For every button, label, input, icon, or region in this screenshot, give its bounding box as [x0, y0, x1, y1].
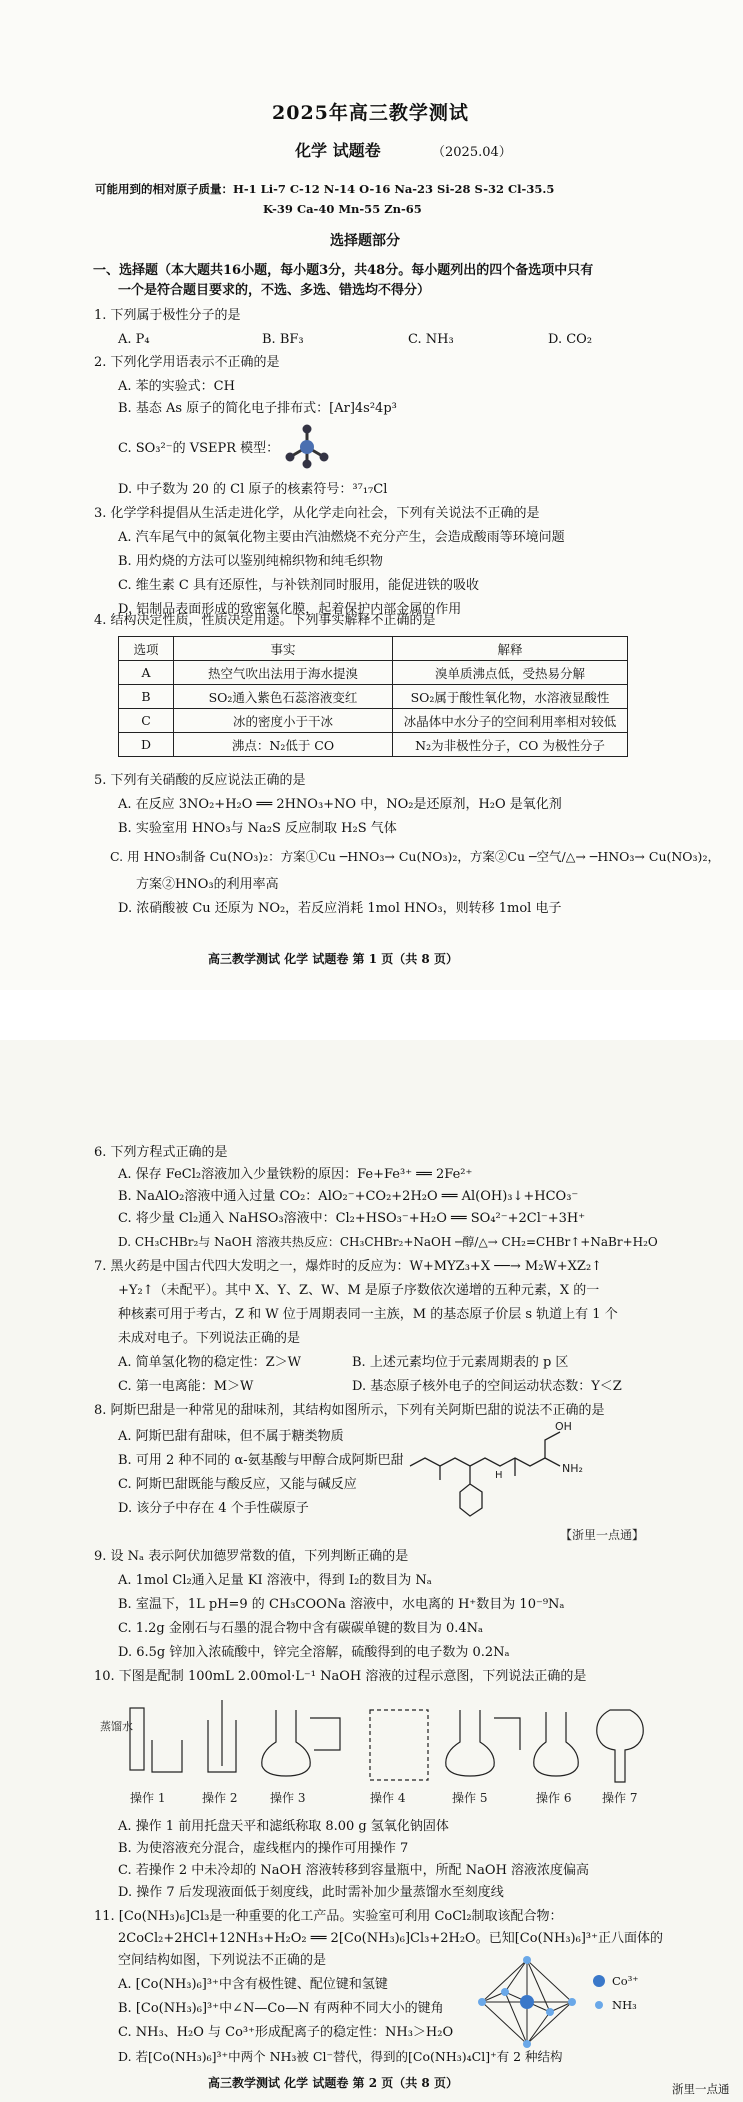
table-cell: 溴单质沸点低，受热易分解	[393, 661, 628, 685]
q3-option-b: B. 用灼烧的方法可以鉴别纯棉织物和纯毛织物	[118, 554, 383, 569]
q8-option-c: C. 阿斯巴甜既能与酸反应，又能与碱反应	[118, 1477, 357, 1492]
question-1: 1. 下列属于极性分子的是	[94, 308, 241, 323]
diagram-op-5: 操作 5	[452, 1791, 488, 1805]
section-title: 选择题部分	[330, 233, 400, 249]
table-cell: N₂为非极性分子，CO 为极性分子	[393, 733, 628, 757]
page-gap	[0, 990, 743, 1040]
table-header-row	[119, 637, 628, 661]
q2-option-c: C. SO₃²⁻的 VSEPR 模型：	[118, 441, 280, 456]
table-row	[119, 709, 628, 733]
question-10: 10. 下图是配制 100mL 2.00mol·L⁻¹ NaOH 溶液的过程示意图，下列说法正确的是	[94, 1669, 587, 1684]
q4-table	[118, 636, 628, 757]
q11-option-c: C. NH₃、H₂O 与 Co³⁺形成配离子的稳定性：NH₃＞H₂O	[118, 2025, 454, 2040]
diagram-op-6: 操作 6	[536, 1791, 572, 1805]
table-cell: 冰晶体中水分子的空间利用率相对较低	[393, 709, 628, 733]
legend-co-label: Co³⁺	[612, 1974, 639, 1988]
q7-option-d: D. 基态原子核外电子的空间运动状态数：Y＜Z	[352, 1379, 622, 1394]
corner-watermark: 浙里一点通	[672, 2082, 730, 2096]
q7-option-b: B. 上述元素均位于元素周期表的 p 区	[352, 1355, 569, 1370]
part1-header-2: 一个是符合题目要求的，不选、多选、错选均不得分）	[118, 283, 431, 298]
question-7-line-2: +Y₂↑（未配平）。其中 X、Y、Z、W、M 是原子序数依次递增的五种元素，X 的一	[118, 1283, 600, 1298]
q6-option-b: B. NaAlO₂溶液中通入过量 CO₂：AlO₂⁻+CO₂+2H₂O ══ Al(OH)₃↓+HCO₃⁻	[118, 1189, 579, 1204]
q10-option-a: A. 操作 1 前用托盘天平和滤纸称取 8.00 g 氢氧化钠固体	[118, 1819, 449, 1834]
q3-option-a: A. 汽车尾气中的氮氧化物主要由汽油燃烧不充分产生，会造成酸雨等环境问题	[118, 530, 565, 545]
question-4: 4. 结构决定性质，性质决定用途。下列事实解释不正确的是	[94, 613, 436, 628]
table-header-cell: 选项	[119, 637, 174, 661]
q8-option-b: B. 可用 2 种不同的 α-氨基酸与甲醇合成阿斯巴甜	[118, 1453, 404, 1468]
exam-date: （2025.04）	[432, 145, 512, 160]
question-7-line-1: 7. 黑火药是中国古代四大发明之一，爆炸时的反应为：W+MYZ₃+X ──→ M₂W+XZ₂↑	[94, 1259, 603, 1274]
diagram-op-4: 操作 4	[370, 1791, 406, 1805]
q2-option-a: A. 苯的实验式：CH	[118, 379, 235, 394]
solution-preparation-diagram	[100, 1690, 660, 1812]
question-11-line-3: 空间结构如图，下列说法不正确的是	[118, 1953, 327, 1968]
table-row	[119, 661, 628, 685]
diagram-op-1: 操作 1	[130, 1791, 166, 1805]
vsepr-model-icon	[282, 424, 332, 470]
q5-option-c: C. 用 HNO₃制备 Cu(NO₃)₂：方案①Cu ─HNO₃→ Cu(NO₃)₂，方案②Cu ─空气/△→ ─HNO₃→ Cu(NO₃)₂，	[110, 849, 720, 864]
atomic-masses-line-2: K-39 Ca-40 Mn-55 Zn-65	[263, 202, 422, 216]
q6-option-d: D. CH₃CHBr₂与 NaOH 溶液共热反应：CH₃CHBr₂+NaOH ─醇/△→ CH₂=CHBr↑+NaBr+H₂O	[118, 1235, 658, 1249]
q2-option-d: D. 中子数为 20 的 Cl 原子的核素符号：³⁷₁₇Cl	[118, 482, 388, 497]
exam-subtitle: 化学 试题卷	[295, 141, 381, 160]
table-cell: D	[119, 733, 174, 757]
octahedron-structure-icon	[470, 1952, 585, 2052]
q10-option-c: C. 若操作 2 中未冷却的 NaOH 溶液转移到容量瓶中，所配 NaOH 溶液浓度偏高	[118, 1863, 590, 1878]
q10-option-d: D. 操作 7 后发现液面低于刻度线，此时需补加少量蒸馏水至刻度线	[118, 1885, 504, 1900]
q8-option-a: A. 阿斯巴甜有甜味，但不属于糖类物质	[118, 1429, 344, 1444]
question-5: 5. 下列有关硝酸的反应说法正确的是	[94, 773, 306, 788]
table-cell: A	[119, 661, 174, 685]
legend-nh3-label: NH₃	[612, 1998, 637, 2012]
table-cell: 沸点：N₂低于 CO	[174, 733, 393, 757]
table-cell: 冰的密度小于干冰	[174, 709, 393, 733]
q11-option-b: B. [Co(NH₃)₆]³⁺中∠N—Co—N 有两种不同大小的键角	[118, 2001, 444, 2016]
table-cell: 热空气吹出法用于海水提溴	[174, 661, 393, 685]
q1-option-a: A. P₄	[118, 332, 150, 347]
exam-page-2	[0, 1040, 743, 2102]
q9-option-d: D. 6.5g 锌加入浓硫酸中，锌完全溶解，硫酸得到的电子数为 0.2Nₐ	[118, 1645, 510, 1660]
question-3: 3. 化学学科提倡从生活走进化学，从化学走向社会，下列有关说法不正确的是	[94, 506, 540, 521]
diagram-op-2: 操作 2	[202, 1791, 238, 1805]
q7-option-c: C. 第一电离能：M＞W	[118, 1379, 254, 1394]
nh3-legend-icon	[594, 2000, 604, 2010]
q9-option-c: C. 1.2g 金刚石与石墨的混合物中含有碳碳单键的数目为 0.4Nₐ	[118, 1621, 484, 1636]
table-header-cell: 解释	[393, 637, 628, 661]
question-8: 8. 阿斯巴甜是一种常见的甜味剂，其结构如图所示，下列有关阿斯巴甜的说法不正确的是	[94, 1403, 605, 1418]
table-cell: SO₂属于酸性氧化物，水溶液显酸性	[393, 685, 628, 709]
q6-option-a: A. 保存 FeCl₂溶液加入少量铁粉的原因：Fe+Fe³⁺ ══ 2Fe²⁺	[118, 1167, 473, 1182]
q5-option-d: D. 浓硝酸被 Cu 还原为 NO₂，若反应消耗 1mol HNO₃，则转移 1mol 电子	[118, 901, 562, 916]
diagram-water-label: 蒸馏水	[100, 1720, 133, 1733]
watermark-stamp: 【浙里一点通】	[560, 1528, 645, 1542]
diagram-op-7: 操作 7	[602, 1791, 638, 1805]
q5-option-b: B. 实验室用 HNO₃与 Na₂S 反应制取 H₂S 气体	[118, 821, 397, 836]
table-row	[119, 733, 628, 757]
q1-option-d: D. CO₂	[548, 332, 593, 347]
q9-option-b: B. 室温下，1L pH=9 的 CH₃COONa 溶液中，水电离的 H⁺数目为 10⁻⁹Nₐ	[118, 1597, 565, 1612]
q11-option-d: D. 若[Co(NH₃)₆]³⁺中两个 NH₃被 Cl⁻替代，得到的[Co(NH₃)₄Cl]⁺有 2 种结构	[118, 2049, 563, 2064]
question-7-line-3: 种核素可用于考古，Z 和 W 位于周期表同一主族，M 的基态原子价层 s 轨道上有 1 个	[118, 1307, 618, 1322]
aspartame-oh-label: OH	[555, 1420, 572, 1433]
page-footer-2: 高三教学测试 化学 试题卷 第 2 页（共 8 页）	[208, 2076, 458, 2090]
q3-option-d: D. 铝制品表面形成的致密氧化膜，起着保护内部金属的作用	[118, 602, 462, 617]
q5-option-a: A. 在反应 3NO₂+H₂O ══ 2HNO₃+NO 中，NO₂是还原剂，H₂O 是氧化剂	[118, 797, 562, 812]
table-row	[119, 685, 628, 709]
question-7-line-4: 未成对电子。下列说法正确的是	[118, 1331, 301, 1346]
question-11-line-2: 2CoCl₂+2HCl+12NH₃+H₂O₂ ══ 2[Co(NH₃)₆]Cl₃+2H₂O。已知[Co(NH₃)₆]³⁺正八面体的	[118, 1931, 663, 1946]
q1-option-c: C. NH₃	[408, 332, 454, 347]
q11-option-a: A. [Co(NH₃)₆]³⁺中含有极性键、配位键和氢键	[118, 1977, 388, 1992]
q10-option-b: B. 为使溶液充分混合，虚线框内的操作可用操作 7	[118, 1841, 409, 1856]
table-cell: SO₂通入紫色石蕊溶液变红	[174, 685, 393, 709]
atomic-masses-line-1: 可能用到的相对原子质量：H-1 Li-7 C-12 N-14 O-16 Na-23 Si-28 S-32 Cl-35.5	[95, 182, 555, 196]
question-9: 9. 设 Nₐ 表示阿伏加德罗常数的值，下列判断正确的是	[94, 1549, 409, 1564]
table-cell: C	[119, 709, 174, 733]
question-2: 2. 下列化学用语表示不正确的是	[94, 355, 280, 370]
q3-option-c: C. 维生素 C 具有还原性，与补铁剂同时服用，能促进铁的吸收	[118, 578, 479, 593]
q2-option-b: B. 基态 As 原子的简化电子排布式：[Ar]4s²4p³	[118, 401, 397, 416]
diagram-op-3: 操作 3	[270, 1791, 306, 1805]
q9-option-a: A. 1mol Cl₂通入足量 KI 溶液中，得到 I₂的数目为 Nₐ	[118, 1573, 432, 1588]
aspartame-nh2-label: NH₂	[562, 1462, 583, 1475]
q5-option-c-cont: 方案②HNO₃的利用率高	[136, 877, 279, 892]
aspartame-structure-icon	[400, 1418, 610, 1528]
exam-page-1	[0, 0, 743, 990]
q7-option-a: A. 简单氢化物的稳定性：Z＞W	[118, 1355, 302, 1370]
table-cell: B	[119, 685, 174, 709]
table-header-cell: 事实	[174, 637, 393, 661]
page-footer-1: 高三教学测试 化学 试题卷 第 1 页（共 8 页）	[208, 952, 458, 966]
co-ion-legend-icon	[592, 1974, 606, 1988]
part1-header-1: 一、选择题（本大题共16小题，每小题3分，共48分。每小题列出的四个备选项中只有	[93, 263, 594, 278]
question-11-line-1: 11. [Co(NH₃)₆]Cl₃是一种重要的化工产品。实验室可利用 CoCl₂制取该配合物：	[94, 1909, 563, 1924]
q1-option-b: B. BF₃	[262, 332, 304, 347]
question-6: 6. 下列方程式正确的是	[94, 1145, 228, 1160]
q8-option-d: D. 该分子中存在 4 个手性碳原子	[118, 1501, 309, 1516]
aspartame-nh-label: H	[495, 1470, 503, 1481]
q6-option-c: C. 将少量 Cl₂通入 NaHSO₃溶液中：Cl₂+HSO₃⁻+H₂O ══ SO₄²⁻+2Cl⁻+3H⁺	[118, 1211, 586, 1226]
exam-title: 2025年高三教学测试	[272, 102, 469, 124]
